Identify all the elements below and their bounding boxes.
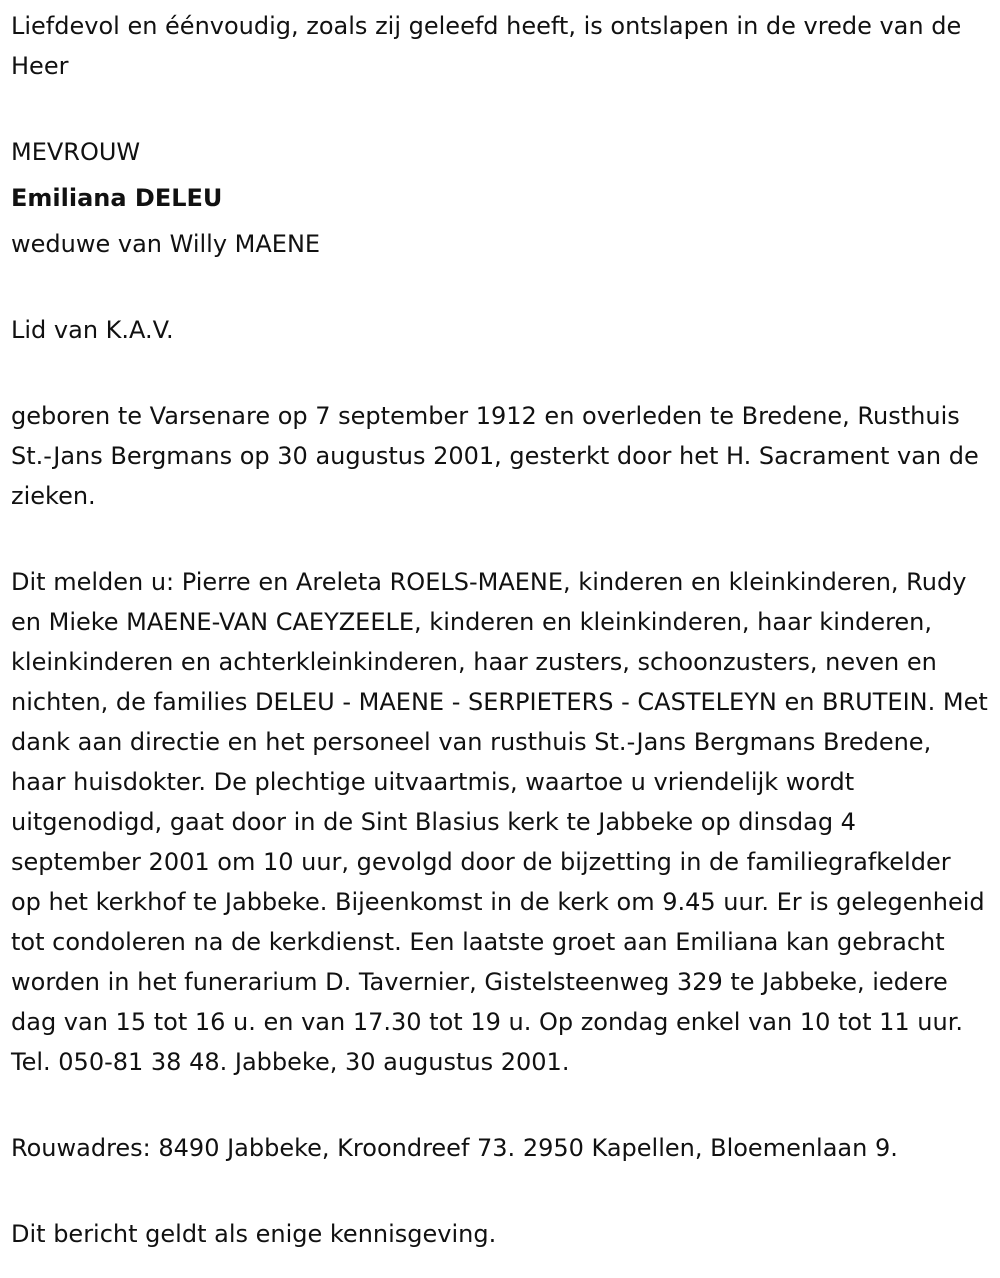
spacer (11, 264, 988, 304)
closing-text: Dit bericht geldt als enige kennisgeving. (11, 1220, 497, 1248)
spacer (11, 350, 988, 390)
spacer (11, 86, 988, 126)
intro-text: Liefdevol en éénvoudig, zoals zij geleefd heeft, is ontslapen in de vrede van de Heer (11, 12, 962, 80)
spacer (11, 516, 988, 556)
spacer (11, 1082, 988, 1122)
membership-text: Lid van K.A.V. (11, 316, 174, 344)
spacer (11, 1168, 988, 1208)
title-text: MEVROUW (11, 138, 141, 166)
widow-of-text: weduwe van Willy MAENE (11, 230, 321, 258)
birth-death-text: geboren te Varsenare op 7 september 1912 en overleden te Bredene, Rusthuis St.-Jans Bergmans op 30 augustus 2001, gesterkt door het H. Sacrament van de zieken. (11, 402, 979, 510)
deceased-name: Emiliana DELEU (11, 184, 223, 212)
address-text: Rouwadres: 8490 Jabbeke, Kroondreef 73. 2950 Kapellen, Bloemenlaan 9. (11, 1134, 898, 1162)
announcement-text: Dit melden u: Pierre en Areleta ROELS-MAENE, kinderen en kleinkinderen, Rudy en Mieke MAENE-VAN CAEYZEELE, kinderen en kleinkinderen, haar kinderen, kleinkinderen en achterkleinkinderen, haar zusters, schoonzusters, neven en nichten, de families DELEU - MAENE - SERPIETERS - CASTELEYN en BRUTEIN. Met dank aan directie en het personeel van rusthuis St.-Jans Bergmans Bredene, haar huisdokter. De plechtige uitvaartmis, waartoe u vriendelijk wordt uitgenodigd, gaat door in de Sint Blasius kerk te Jabbeke op dinsdag 4 september 2001 om 10 uur, gevolgd door de bijzetting in de familiegrafkelder op het kerkhof te Jabbeke. Bijeenkomst in de kerk om 9.45 uur. Er is gelegenheid tot condoleren na de kerkdienst. Een laatste groet aan Emiliana kan gebracht worden in het funerarium D. Tavernier, Gistelsteenweg 329 te Jabbeke, iedere dag van 15 tot 16 u. en van 17.30 tot 19 u. Op zondag enkel van 10 tot 11 uur. Tel. 050-81 38 48. Jabbeke, 30 augustus 2001. (11, 568, 988, 1076)
